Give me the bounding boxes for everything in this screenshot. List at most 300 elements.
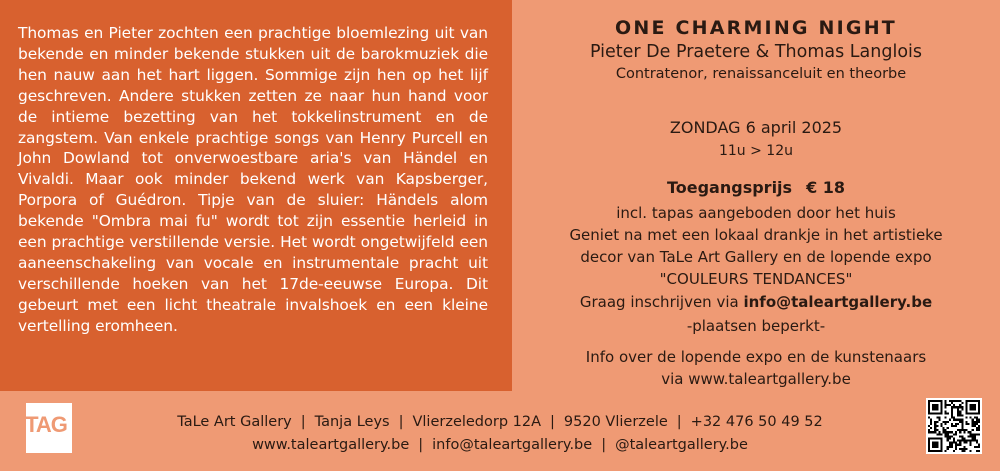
- qr-module: [928, 437, 930, 439]
- price-amount: € 18: [806, 178, 846, 197]
- qr-module: [970, 450, 972, 452]
- qr-module: [972, 406, 974, 408]
- qr-module: [959, 410, 961, 412]
- qr-module: [928, 442, 930, 444]
- description-panel: [0, 0, 512, 391]
- footer-separator: |: [398, 414, 404, 430]
- qr-module: [976, 427, 978, 429]
- qr-code-graphic: [928, 400, 980, 452]
- qr-module: [951, 415, 953, 417]
- qr-module: [945, 450, 947, 452]
- qr-module: [970, 408, 972, 410]
- qr-module: [959, 412, 961, 414]
- qr-module: [947, 421, 949, 423]
- qr-module: [949, 444, 951, 446]
- qr-module: [974, 440, 976, 442]
- qr-module: [965, 412, 967, 414]
- qr-module: [932, 437, 934, 439]
- qr-module: [972, 412, 974, 414]
- event-performers: Pieter De Praetere & Thomas Langlois: [589, 42, 923, 62]
- qr-module: [947, 433, 949, 435]
- qr-module: [974, 404, 976, 406]
- event-time: 11u > 12u: [718, 143, 793, 159]
- qr-module: [928, 448, 930, 450]
- qr-module: [951, 410, 953, 412]
- qr-module: [961, 440, 963, 442]
- qr-module: [938, 431, 940, 433]
- qr-module: [972, 423, 974, 425]
- qr-module: [928, 408, 930, 410]
- qr-module: [951, 417, 953, 419]
- qr-module: [932, 442, 934, 444]
- qr-module: [972, 425, 974, 427]
- qr-module: [968, 435, 970, 437]
- qr-module: [961, 435, 963, 437]
- qr-module: [955, 448, 957, 450]
- qr-module: [947, 448, 949, 450]
- qr-module: [957, 444, 959, 446]
- qr-module: [976, 442, 978, 444]
- qr-module: [959, 442, 961, 444]
- footer-owner: Tanja Leys: [314, 414, 390, 430]
- qr-module: [965, 400, 967, 402]
- qr-module: [953, 400, 955, 402]
- qr-module: [965, 423, 967, 425]
- logo-text: TAG: [25, 412, 67, 437]
- footer-phone: +32 476 50 49 52: [690, 414, 823, 430]
- qr-module: [976, 417, 978, 419]
- qr-module: [959, 444, 961, 446]
- qr-module: [953, 433, 955, 435]
- qr-module: [965, 421, 967, 423]
- qr-module: [974, 446, 976, 448]
- qr-module: [963, 446, 965, 448]
- qr-module: [976, 446, 978, 448]
- qr-module: [940, 402, 942, 404]
- qr-module: [965, 404, 967, 406]
- register-text: Graag inschrijven via: [579, 293, 739, 311]
- qr-module: [974, 421, 976, 423]
- qr-module: [930, 427, 932, 429]
- qr-module: [951, 406, 953, 408]
- qr-module: [934, 404, 936, 406]
- qr-module: [936, 429, 938, 431]
- qr-module: [945, 429, 947, 431]
- qr-module: [961, 448, 963, 450]
- qr-module: [959, 415, 961, 417]
- qr-module: [945, 435, 947, 437]
- price-includes: incl. tapas aangeboden door het huis: [616, 204, 896, 222]
- qr-module: [932, 450, 934, 452]
- qr-module: [951, 446, 953, 448]
- qr-module: [940, 446, 942, 448]
- qr-module: [972, 408, 974, 410]
- qr-module: [947, 435, 949, 437]
- qr-module: [961, 423, 963, 425]
- qr-module: [957, 440, 959, 442]
- qr-module: [940, 425, 942, 427]
- qr-module: [930, 400, 932, 402]
- qr-module: [928, 429, 930, 431]
- qr-module: [934, 423, 936, 425]
- qr-module: [968, 400, 970, 402]
- qr-module: [976, 419, 978, 421]
- qr-module: [932, 406, 934, 408]
- qr-module: [970, 400, 972, 402]
- qr-module: [959, 431, 961, 433]
- qr-module: [961, 421, 963, 423]
- qr-module: [961, 429, 963, 431]
- footer-website-link[interactable]: www.taleartgallery.be: [252, 437, 410, 453]
- qr-module: [955, 444, 957, 446]
- qr-module: [932, 408, 934, 410]
- footer-email-link[interactable]: info@taleartgallery.be: [432, 437, 593, 453]
- qr-module: [965, 402, 967, 404]
- qr-module: [965, 408, 967, 410]
- qr-module: [978, 412, 980, 414]
- event-description: Thomas en Pieter zochten een prachtige bloemlezing uit van bekende en minder bekende stukken uit de barokmuziek die hen nauw aan het hart liggen. Sommige zijn hen op het lijf geschreven. Andere stukken zetten ze naar hun hand voor de intieme bezetting van het tokkelinstrument en de zangstem. Van enkele prachtige songs van Henry Purcell en John Dowland tot onverwoestbare aria's van Händel en Vivaldi. Maar ook minder bekend werk van Kapsberger, Porpora of Guédron. Tipje van de sluier: Händels alom bekende "Ombra mai fu" wordt tot zijn essentie herleid in een prachtige verstillende versie. Het wordt ongetwijfeld een aaneenschakeling van vocale en instrumentale pracht uit verschillende hoeken van het 17de-eeuwse Europa. Dit gebeurt met een licht theatrale invalshoek en een kleine vertelling eromheen.: [18, 24, 488, 335]
- price-label: Toegangsprijs: [666, 178, 793, 197]
- qr-module: [968, 423, 970, 425]
- qr-module: [961, 450, 963, 452]
- qr-module: [936, 442, 938, 444]
- qr-module: [945, 410, 947, 412]
- qr-module: [936, 417, 938, 419]
- qr-module: [965, 429, 967, 431]
- qr-module: [947, 446, 949, 448]
- qr-module: [928, 431, 930, 433]
- qr-module: [953, 404, 955, 406]
- qr-module: [934, 442, 936, 444]
- qr-module: [947, 412, 949, 414]
- qr-module: [955, 433, 957, 435]
- qr-module: [963, 429, 965, 431]
- register-email-link[interactable]: info@taleartgallery.be: [743, 293, 933, 311]
- qr-module: [976, 421, 978, 423]
- qr-module: [957, 410, 959, 412]
- qr-module: [936, 408, 938, 410]
- qr-module: [965, 417, 967, 419]
- qr-module: [972, 435, 974, 437]
- qr-module: [970, 406, 972, 408]
- footer-social-handle[interactable]: @taleartgallery.be: [615, 437, 748, 453]
- qr-module: [953, 442, 955, 444]
- qr-module: [959, 419, 961, 421]
- qr-module: [961, 437, 963, 439]
- qr-module: [961, 419, 963, 421]
- qr-module: [938, 412, 940, 414]
- qr-module: [940, 442, 942, 444]
- more-info-line-2: via www.taleartgallery.be: [661, 370, 851, 388]
- qr-module: [957, 400, 959, 402]
- footer-gallery-name: TaLe Art Gallery: [177, 414, 292, 430]
- qr-module: [945, 417, 947, 419]
- qr-module: [955, 419, 957, 421]
- qr-module: [978, 402, 980, 404]
- event-instruments: Contratenor, renaissanceluit en theorbe: [615, 66, 907, 82]
- qr-module: [965, 406, 967, 408]
- qr-module: [951, 431, 953, 433]
- qr-module: [955, 431, 957, 433]
- qr-module: [934, 408, 936, 410]
- qr-module: [974, 435, 976, 437]
- qr-module: [945, 402, 947, 404]
- qr-module: [974, 433, 976, 435]
- qr-module: [959, 406, 961, 408]
- qr-module: [965, 440, 967, 442]
- qr-module: [949, 435, 951, 437]
- qr-module: [945, 431, 947, 433]
- qr-module: [965, 410, 967, 412]
- gallery-logo: [20, 403, 72, 453]
- qr-module: [972, 400, 974, 402]
- qr-module: [945, 421, 947, 423]
- qr-module: [951, 435, 953, 437]
- qr-module: [972, 433, 974, 435]
- expo-name: "COULEURS TENDANCES": [659, 270, 853, 288]
- qr-module: [928, 425, 930, 427]
- qr-module: [936, 400, 938, 402]
- event-title: ONE CHARMING NIGHT: [615, 17, 897, 39]
- qr-module: [936, 450, 938, 452]
- qr-module: [928, 402, 930, 404]
- qr-module: [943, 429, 945, 431]
- qr-module: [972, 429, 974, 431]
- qr-module: [955, 400, 957, 402]
- qr-module: [955, 442, 957, 444]
- qr-module: [961, 425, 963, 427]
- qr-module: [978, 410, 980, 412]
- qr-module: [972, 421, 974, 423]
- qr-module: [970, 412, 972, 414]
- qr-module: [978, 446, 980, 448]
- qr-module: [974, 425, 976, 427]
- footer-separator: |: [550, 414, 555, 430]
- qr-module: [932, 444, 934, 446]
- qr-module: [928, 406, 930, 408]
- qr-module: [945, 400, 947, 402]
- drink-line-1: Geniet na met een lokaal drankje in het artistieke: [569, 226, 943, 244]
- qr-module: [940, 450, 942, 452]
- footer-contact-line: [120, 414, 880, 430]
- qr-module: [943, 427, 945, 429]
- qr-module: [940, 404, 942, 406]
- qr-module: [949, 442, 951, 444]
- qr-module: [934, 437, 936, 439]
- qr-module: [953, 406, 955, 408]
- footer-city: 9520 Vlierzele: [563, 414, 668, 430]
- qr-module: [961, 427, 963, 429]
- qr-module: [945, 423, 947, 425]
- qr-module: [938, 433, 940, 435]
- qr-module: [978, 444, 980, 446]
- qr-module: [934, 444, 936, 446]
- qr-module: [936, 433, 938, 435]
- qr-module: [957, 406, 959, 408]
- qr-module: [936, 404, 938, 406]
- qr-module: [953, 440, 955, 442]
- qr-module: [953, 437, 955, 439]
- qr-module: [936, 412, 938, 414]
- qr-module: [938, 417, 940, 419]
- footer-separator: |: [601, 437, 607, 453]
- qr-module: [974, 412, 976, 414]
- qr-module: [936, 421, 938, 423]
- qr-module: [957, 423, 959, 425]
- qr-module: [932, 400, 934, 402]
- more-info-line-1: Info over de lopende expo en de kunstenaars: [585, 348, 927, 366]
- qr-module: [930, 431, 932, 433]
- qr-code-icon: [926, 398, 982, 454]
- qr-module: [959, 448, 961, 450]
- qr-module: [940, 448, 942, 450]
- qr-module: [936, 425, 938, 427]
- qr-module: [940, 440, 942, 442]
- qr-module: [930, 419, 932, 421]
- qr-module: [978, 419, 980, 421]
- qr-module: [963, 450, 965, 452]
- qr-module: [953, 425, 955, 427]
- qr-module: [928, 412, 930, 414]
- qr-module: [934, 425, 936, 427]
- qr-module: [978, 404, 980, 406]
- qr-module: [928, 450, 930, 452]
- qr-module: [957, 408, 959, 410]
- footer-web-line: [120, 437, 880, 453]
- qr-module: [949, 404, 951, 406]
- price-line: [512, 178, 1000, 197]
- qr-module: [945, 404, 947, 406]
- qr-module: [953, 419, 955, 421]
- qr-module: [970, 444, 972, 446]
- qr-module: [932, 431, 934, 433]
- qr-module: [957, 415, 959, 417]
- qr-module: [978, 429, 980, 431]
- qr-module: [963, 440, 965, 442]
- qr-module: [959, 421, 961, 423]
- qr-module: [951, 400, 953, 402]
- qr-module: [978, 425, 980, 427]
- qr-module: [970, 404, 972, 406]
- qr-module: [972, 440, 974, 442]
- qr-module: [928, 417, 930, 419]
- qr-module: [945, 406, 947, 408]
- qr-module: [953, 417, 955, 419]
- qr-module: [930, 450, 932, 452]
- qr-module: [947, 440, 949, 442]
- qr-module: [936, 446, 938, 448]
- qr-module: [938, 450, 940, 452]
- qr-module: [928, 410, 930, 412]
- qr-module: [963, 442, 965, 444]
- qr-module: [940, 437, 942, 439]
- qr-module: [963, 448, 965, 450]
- qr-module: [940, 433, 942, 435]
- qr-module: [951, 412, 953, 414]
- qr-module: [934, 450, 936, 452]
- qr-module: [947, 431, 949, 433]
- qr-module: [940, 406, 942, 408]
- qr-module: [940, 444, 942, 446]
- qr-module: [965, 442, 967, 444]
- drink-line-2: decor van TaLe Art Gallery en de lopende expo: [580, 248, 932, 266]
- qr-module: [934, 412, 936, 414]
- qr-module: [959, 400, 961, 402]
- qr-module: [976, 423, 978, 425]
- qr-module: [968, 431, 970, 433]
- qr-module: [974, 408, 976, 410]
- qr-module: [934, 429, 936, 431]
- qr-module: [934, 431, 936, 433]
- qr-module: [945, 412, 947, 414]
- qr-module: [940, 412, 942, 414]
- qr-module: [934, 421, 936, 423]
- qr-module: [940, 400, 942, 402]
- qr-module: [930, 412, 932, 414]
- qr-module: [934, 427, 936, 429]
- qr-module: [928, 404, 930, 406]
- qr-module: [959, 404, 961, 406]
- qr-module: [932, 412, 934, 414]
- qr-module: [959, 440, 961, 442]
- qr-module: [934, 406, 936, 408]
- qr-module: [978, 406, 980, 408]
- qr-module: [928, 446, 930, 448]
- qr-module: [974, 437, 976, 439]
- qr-module: [943, 421, 945, 423]
- qr-module: [968, 412, 970, 414]
- footer-street: Vlierzeledorp 12A: [412, 414, 542, 430]
- qr-module: [970, 435, 972, 437]
- qr-module: [947, 404, 949, 406]
- qr-module: [955, 425, 957, 427]
- qr-module: [940, 410, 942, 412]
- qr-module: [959, 435, 961, 437]
- qr-module: [970, 433, 972, 435]
- footer-separator: |: [676, 414, 682, 430]
- qr-module: [959, 429, 961, 431]
- qr-module: [930, 437, 932, 439]
- qr-module: [949, 437, 951, 439]
- qr-module: [949, 419, 951, 421]
- qr-module: [951, 444, 953, 446]
- footer-separator: |: [300, 414, 306, 430]
- qr-module: [938, 419, 940, 421]
- qr-module: [951, 408, 953, 410]
- qr-module: [957, 412, 959, 414]
- qr-module: [947, 427, 949, 429]
- qr-module: [930, 421, 932, 423]
- event-date: ZONDAG 6 april 2025: [669, 118, 843, 137]
- register-line: [512, 293, 1000, 311]
- qr-module: [965, 448, 967, 450]
- qr-module: [978, 408, 980, 410]
- qr-module: [951, 402, 953, 404]
- qr-module: [928, 444, 930, 446]
- qr-module: [974, 423, 976, 425]
- qr-module: [976, 412, 978, 414]
- footer-separator: |: [418, 437, 424, 453]
- qr-module: [955, 423, 957, 425]
- qr-module: [974, 417, 976, 419]
- qr-module: [949, 431, 951, 433]
- qr-module: [974, 406, 976, 408]
- qr-module: [955, 406, 957, 408]
- qr-module: [978, 450, 980, 452]
- qr-module: [972, 419, 974, 421]
- qr-module: [940, 423, 942, 425]
- limited-seats: -plaatsen beperkt-: [686, 317, 826, 335]
